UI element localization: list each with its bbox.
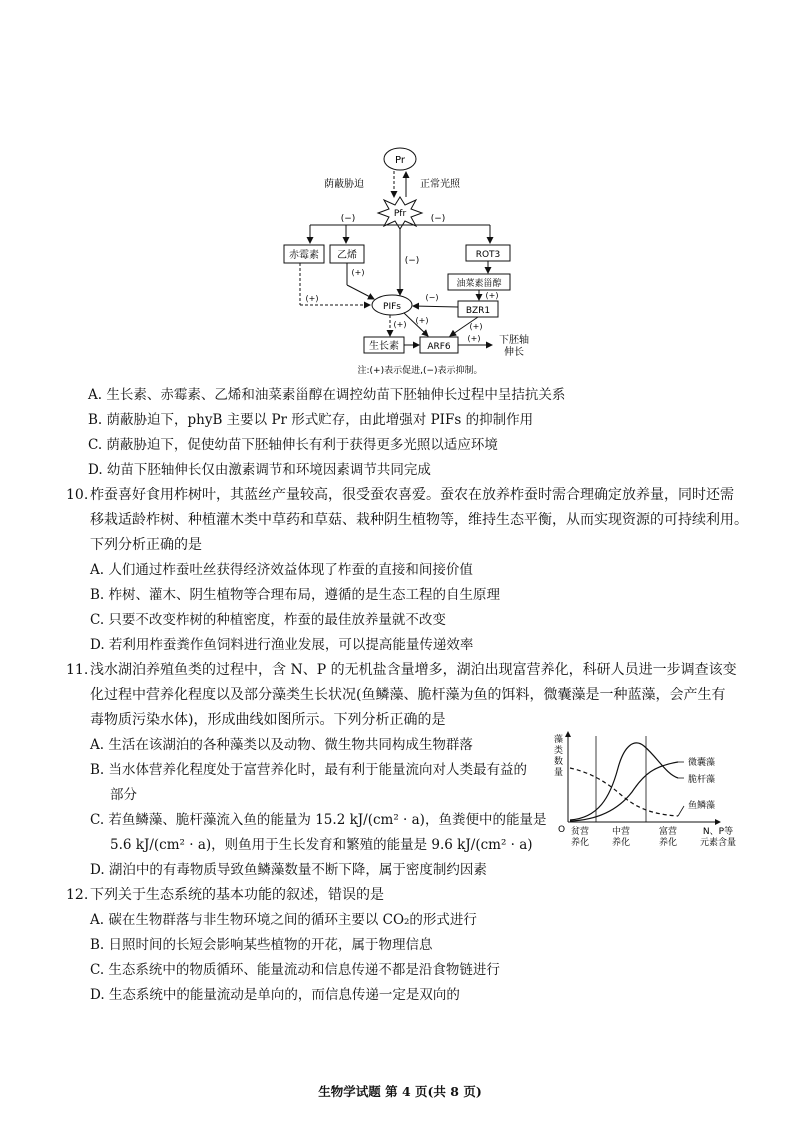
algae-chart	[548, 728, 758, 852]
svg-text:(+): (+)	[351, 268, 365, 277]
q11-option-a: A. 生活在该湖泊的各种藻类以及动物、微生物共同构成生物群落	[90, 737, 473, 753]
svg-text:量: 量	[554, 768, 564, 778]
shade-stress-label: 荫蔽胁迫	[324, 179, 364, 190]
svg-text:N、P等: N、P等	[702, 827, 734, 837]
normal-light-label: 正常光照	[420, 179, 460, 190]
brassinosteroid-label: 油菜素甾醇	[456, 279, 502, 289]
q11-option-d: D. 湖泊中的有毒物质导致鱼鳞藻数量不断下降，属于密度制约因素	[90, 862, 487, 878]
svg-text:(+): (+)	[393, 320, 407, 329]
svg-text:贫营: 贫营	[570, 827, 590, 837]
bzr1-label: BZR1	[465, 306, 491, 316]
svg-text:(−): (−)	[340, 214, 356, 224]
svg-text:类: 类	[554, 746, 564, 756]
svg-text:(−): (−)	[425, 293, 439, 302]
q11-stem-line-2: 化过程中营养化程度以及部分藻类生长状况(鱼鳞藻、脆杆藻为鱼的饵料，微囊藻是一种蓝藻，会产生有	[90, 687, 726, 703]
q12-option-b: B. 日照时间的长短会影响某些植物的开花，属于物理信息	[90, 937, 433, 953]
svg-text:(+): (+)	[415, 316, 429, 325]
q11-stem-line-3: 毒物质污染水体)，形成曲线如图所示。下列分析正确的是	[90, 712, 446, 728]
svg-text:藻: 藻	[554, 735, 564, 745]
svg-text:(+): (+)	[485, 291, 499, 300]
svg-text:养化: 养化	[658, 838, 678, 848]
svg-text:养化: 养化	[570, 838, 590, 848]
svg-text:(+): (+)	[305, 294, 319, 303]
hormone-regulation-diagram	[270, 145, 540, 385]
q11-option-c-cont: 5.6 kJ/(cm² · a)，则鱼用于生长发育和繁殖的能量是 9.6 kJ/(cm² · a)	[110, 837, 533, 853]
series-fish-scale-algae	[570, 768, 678, 816]
series-microcystis	[570, 743, 678, 820]
q10-stem-line-2: 移栽适龄柞树、种植灌木类中草药和草菇、栽种阴生植物等，维持生态平衡，从而实现资源的可持续利用。	[90, 512, 748, 528]
pifs-label: PIFs	[383, 302, 401, 312]
svg-text:(−): (−)	[404, 256, 420, 266]
gibberellin-label: 赤霉素	[289, 250, 319, 261]
result-label-2: 伸长	[504, 347, 524, 358]
q11-option-c: C. 若鱼鳞藻、脆杆藻流入鱼的能量为 15.2 kJ/(cm² · a)，鱼粪便中的能量是	[90, 812, 547, 828]
q10-stem-line-3: 下列分析正确的是	[90, 537, 202, 553]
svg-text:(+): (+)	[467, 334, 481, 343]
diagram-note: 注:(+)表示促进,(−)表示抑制。	[357, 366, 483, 376]
q12-number: 12.	[66, 887, 89, 903]
q10-option-d: D. 若利用柞蚕粪作鱼饲料进行渔业发展，可以提高能量传递效率	[90, 637, 474, 653]
q10-option-b: B. 柞树、灌木、阴生植物等合理布局，遵循的是生态工程的自生原理	[90, 587, 501, 603]
q9-option-d: D. 幼苗下胚轴伸长仅由激素调节和环境因素调节共同完成	[88, 462, 431, 478]
q9-option-a: A. 生长素、赤霉素、乙烯和油菜素甾醇在调控幼苗下胚轴伸长过程中呈拮抗关系	[88, 387, 566, 403]
q10-option-c: C. 只要不改变柞树的种植密度，柞蚕的最佳放养量就不改变	[90, 612, 446, 628]
svg-text:(+): (+)	[469, 322, 483, 331]
legend-fish-scale-algae: 鱼鳞藻	[688, 801, 716, 811]
series-brittle-algae	[570, 762, 678, 821]
q12-option-d: D. 生态系统中的能量流动是单向的，而信息传递一定是双向的	[90, 987, 460, 1003]
svg-text:养化: 养化	[611, 838, 631, 848]
pfr-label: Pfr	[393, 209, 407, 219]
q12-stem: 下列关于生态系统的基本功能的叙述，错误的是	[90, 887, 384, 903]
result-label-1: 下胚轴	[499, 335, 529, 346]
chart-origin: O	[558, 825, 566, 835]
q10-option-a: A. 人们通过柞蚕吐丝获得经济效益体现了柞蚕的直接和间接价值	[90, 562, 473, 578]
q12-option-a: A. 碳在生物群落与非生物环境之间的循环主要以 CO₂的形式进行	[90, 912, 477, 928]
q10-stem-line-1: 柞蚕喜好食用柞树叶，其蓝丝产量较高，很受蚕农喜爱。蚕农在放养柞蚕时需合理确定放养量，同时还需	[90, 487, 734, 503]
svg-text:元素含量: 元素含量	[699, 838, 737, 848]
q11-option-b-cont: 部分	[110, 787, 137, 803]
pr-label: Pr	[395, 155, 405, 166]
svg-text:富营: 富营	[658, 827, 678, 837]
page-footer: 生物学试题 第 4 页(共 8 页)	[318, 1084, 482, 1099]
q10-number: 10.	[66, 487, 89, 503]
region-labels	[571, 825, 736, 848]
rot3-label: ROT3	[475, 250, 501, 260]
q11-number: 11.	[66, 662, 89, 678]
q11-stem-line-1: 浅水湖泊养殖鱼类的过程中，含 N、P 的无机盐含量增多，湖泊出现富营养化，科研人员进一步调查该变	[90, 662, 737, 678]
q9-option-c: C. 荫蔽胁迫下，促使幼苗下胚轴伸长有利于获得更多光照以适应环境	[88, 437, 498, 453]
q11-option-b: B. 当水体营养化程度处于富营养化时，最有利于能量流向对人类最有益的	[90, 762, 528, 778]
auxin-label: 生长素	[369, 341, 399, 352]
svg-text:(−): (−)	[430, 214, 446, 224]
legend-brittle-algae: 脆杆藻	[688, 775, 716, 785]
svg-text:中营: 中营	[611, 827, 631, 837]
chart-ylabel	[554, 733, 563, 778]
svg-text:数: 数	[554, 757, 564, 767]
q12-option-c: C. 生态系统中的物质循环、能量流动和信息传递不都是沿食物链进行	[90, 962, 500, 978]
ethylene-label: 乙烯	[337, 250, 357, 261]
arf6-label: ARF6	[427, 342, 451, 352]
legend-microcystis: 微囊藻	[688, 758, 716, 768]
q9-option-b: B. 荫蔽胁迫下，phyB 主要以 Pr 形式贮存，由此增强对 PIFs 的抑制作用	[88, 412, 534, 428]
